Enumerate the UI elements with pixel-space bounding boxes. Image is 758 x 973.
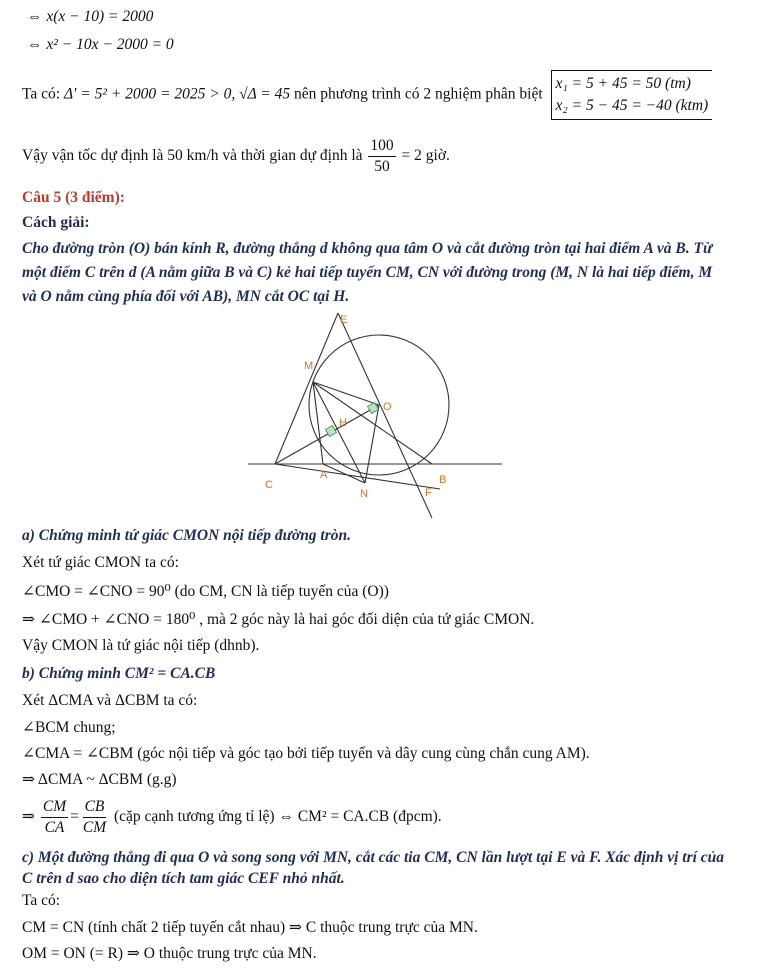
part-b-line-5: ⇒ $\frac{CM}{CA}$ = $\frac{CB}{CM}$ (cặp cạnh tương ứng tỉ lệ) ⇔ CM² = CA.CB (đpcm).	[22, 798, 442, 836]
delta-middle: nên phương trình có 2 nghiệm phân biệt	[294, 85, 543, 103]
part-b-line-1: Xét ΔCMA và ΔCBM ta có:	[22, 692, 198, 709]
implies-symbol: ⇒	[22, 808, 35, 826]
time-fraction	[368, 136, 395, 177]
label-f: F	[425, 487, 432, 499]
part-b-line-3: ∠CMA = ∠CBM (góc nội tiếp và góc tạo bởi tiếp tuyến và dây cung cùng chắn cung AM).	[22, 745, 590, 762]
part-a-line-1: Xét tứ giác CMON ta có:	[22, 554, 179, 571]
segment-no	[365, 405, 379, 483]
ratio-conclusion: (cặp cạnh tương ứng tỉ lệ) ⇔ CM² = CA.CB (đpcm).	[114, 808, 442, 826]
conclusion-unit: giờ.	[425, 147, 450, 165]
part-a-line-3: ⇒ ∠CMO + ∠CNO = 180⁰ , mà 2 góc này là hai góc đối diện của tứ giác CMON.	[22, 611, 535, 628]
method-heading: Cách giải:	[22, 214, 90, 231]
part-b-title: b) Chứng minh CM² = CA.CB	[22, 665, 216, 682]
part-b-line-2: ∠BCM chung;	[22, 719, 116, 736]
tangent-ce	[275, 313, 338, 464]
part-a-line-2: ∠CMO = ∠CNO = 90⁰ (do CM, CN là tiếp tuyến của (O))	[22, 583, 389, 600]
label-o: O	[383, 401, 392, 413]
time-numerator: 100	[368, 136, 395, 157]
ratio-cb-cm	[81, 797, 108, 838]
geometry-figure	[245, 305, 515, 525]
problem-statement: Cho đường tròn (O) bán kính R, đường thẳng d không qua tâm O và cắt đường tròn tại hai điểm A và B. Từ một điểm C trên d (A nằm giữa B và C) kẻ hai tiếp tuyến CM, CN với đường trong (M, N là hai tiếp điểm, M và O nằm cùng phía đối với AB), MN cắt OC tại H.	[22, 240, 713, 305]
equation-2: ⇔ x² − 10x − 2000 = 0	[27, 36, 174, 53]
label-b: B	[439, 474, 447, 486]
delta-formula: Δ' = 5² + 2000 = 2025 > 0, √Δ = 45	[63, 85, 291, 103]
line-ef	[338, 313, 432, 518]
conclusion-text: Vậy vận tốc dự định là 50 km/h và thời gian dự định là	[22, 147, 363, 165]
ratio-2-numerator: CB	[83, 797, 107, 818]
equation-1: ⇔ x(x − 10) = 2000	[27, 8, 154, 25]
conclusion-result: = 2	[401, 147, 422, 165]
ratio-1-denominator: CA	[44, 819, 65, 836]
label-c: C	[265, 479, 273, 491]
segment-ma	[313, 382, 323, 464]
part-b-line-4: ⇒ ΔCMA ~ ΔCBM (g.g)	[22, 771, 177, 788]
label-a: A	[320, 469, 328, 481]
delta-prefix: Ta có:	[22, 85, 61, 103]
ratio-cm-ca	[41, 797, 68, 838]
ratio-1-numerator: CM	[41, 797, 68, 818]
question-heading: Câu 5 (3 điểm):	[22, 189, 125, 206]
part-a-title: a) Chứng minh tứ giác CMON nội tiếp đường tròn.	[22, 527, 352, 544]
root-1: x₁ = 5 + 45 = 50 (tm)	[555, 75, 691, 92]
segment-mb	[313, 382, 432, 464]
segment-oc	[275, 405, 379, 464]
segment-an	[323, 464, 365, 483]
label-n: N	[360, 488, 368, 500]
label-e: E	[340, 314, 348, 326]
time-denominator: 50	[374, 158, 390, 175]
delta-line	[22, 70, 712, 120]
part-c-line-1: Ta có:	[22, 892, 61, 909]
part-a-line-4: Vậy CMON là tứ giác nội tiếp (dhnb).	[22, 637, 260, 654]
conclusion-line	[22, 136, 450, 177]
label-m: M	[304, 360, 314, 372]
ratio-2-denominator: CM	[82, 819, 107, 836]
part-c-line-2: CM = CN (tính chất 2 tiếp tuyến cắt nhau) ⇒ C thuộc trung trực của MN.	[22, 919, 478, 936]
root-2: x₂ = 5 − 45 = −40 (ktm)	[555, 97, 709, 114]
part-c-title: c) Một đường thẳng đi qua O và song song với MN, cắt các tia CM, CN lần lượt tại E và F. Xác định vị trí của C trên d sao cho diện tích tam giác CEF nhỏ nhất.	[22, 849, 725, 887]
roots-bracket	[551, 70, 713, 120]
part-c-line-3: OM = ON (= R) ⇒ O thuộc trung trực của MN.	[22, 945, 317, 962]
label-h: H	[339, 417, 347, 429]
